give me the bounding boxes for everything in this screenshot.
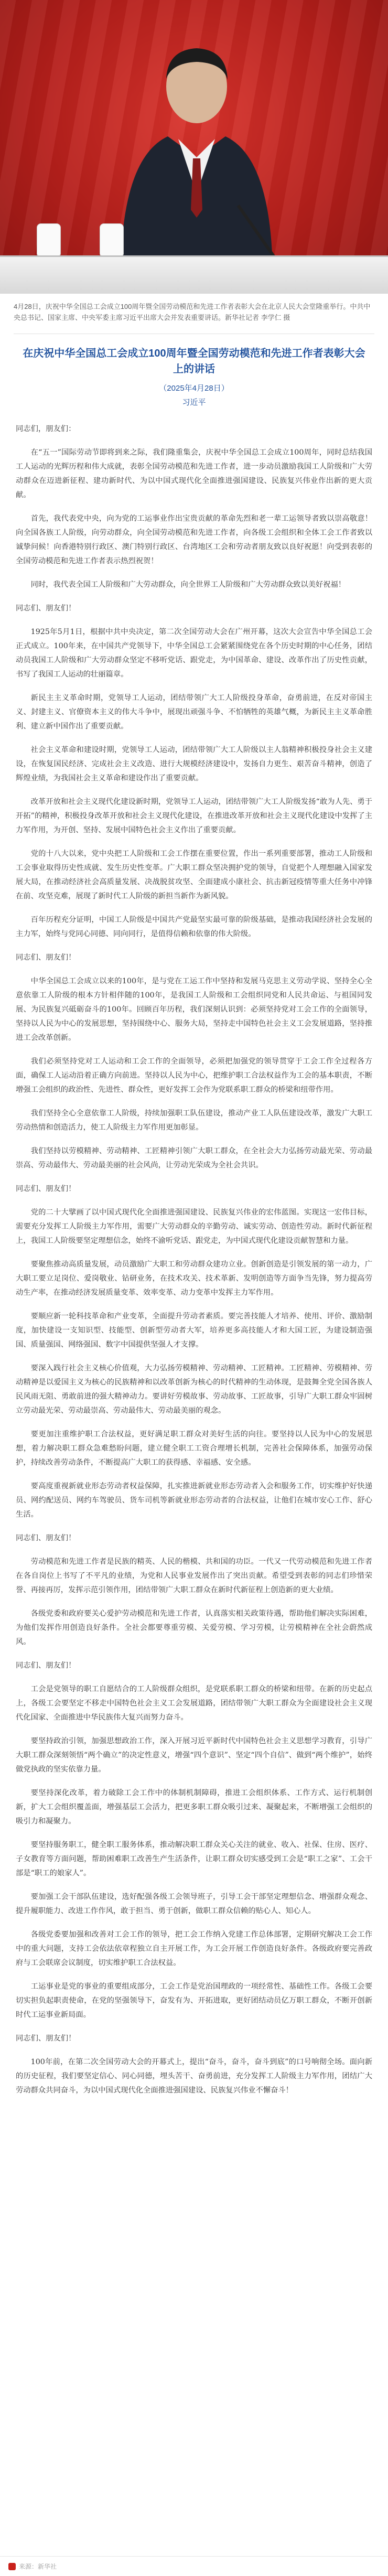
article-paragraph: 我们必须坚持党对工人运动和工会工作的全面领导，必须把加强党的领导贯穿于工会工作全过程各方面，确保工人运动沿着正确方向前进。坚持以人民为中心，把维护职工合法权益作为工会的基本职责，不断增强工会组织的政治性、先进性、群众性，更好发挥工会作为党联系职工群众的桥梁和纽带作用。 (16, 1057, 372, 1094)
article-paragraph: 要高度重视新就业形态劳动者权益保障，扎实推进新就业形态劳动者入会和服务工作，切实维护好快递员、网约配送员、网约车驾驶员、货车司机等新就业形态劳动者的合法权益，让他们在城市安心工作、舒心生活。 (16, 1482, 372, 1519)
article-paragraph: 工运事业是党的事业的重要组成部分，工会工作是党治国理政的一项经常性、基础性工作。各级工会要切实担负起职责使命，在党的坚强领导下，奋发有为、开拓进取，更好团结动员亿万职工群众，不断开创新时代工运事业新局面。 (16, 1982, 372, 2019)
salutation: 同志们、朋友们！ (16, 604, 76, 613)
article-paragraph: 百年历程充分证明，中国工人阶级是中国共产党最坚实最可靠的阶级基础，是推动我国经济社会发展的主力军，始终与党同心同德、同向同行，是值得信赖和依靠的伟大阶级。 (16, 916, 372, 938)
salutation: 同志们、朋友们！ (16, 953, 76, 962)
article-paragraph: 各级党委和政府要关心爱护劳动模范和先进工作者，认真落实相关政策待遇，帮助他们解决实际困难，为他们发挥作用创造良好条件。全社会都要尊重劳模、关爱劳模、学习劳模，让劳模精神在全社会蔚然成风。 (16, 1609, 372, 1646)
article-paragraph: 要坚持政治引领，加强思想政治工作，深入开展习近平新时代中国特色社会主义思想学习教育，引导广大职工群众深刻领悟“两个确立”的决定性意义，增强“四个意识”、坚定“四个自信”、做到“两个维护”，始终做党执政的坚实依靠力量。 (16, 1737, 372, 1774)
salutation: 同志们，朋友们： (16, 425, 76, 433)
salutation: 同志们、朋友们！ (16, 1185, 76, 1193)
source-logo-icon (8, 2563, 16, 2570)
article-paragraph: 要聚焦推动高质量发展，动员激励广大职工和劳动群众建功立业。创新创造是引领发展的第一动力，广大职工要立足岗位、爱岗敬业、钻研业务，在技术攻关、技术革新、发明创造等方面争当先锋，努力提高劳动生产率，在推动经济发展质量变革、效率变革、动力变革中发挥主力军作用。 (16, 1260, 372, 1297)
article-paragraph: 要坚持深化改革，着力破除工会工作中的体制机制障碍，推进工会组织体系、工作方式、运行机制创新，扩大工会组织覆盖面，增强基层工会活力，把更多职工群众吸引过来、凝聚起来，不断增强工会组织的吸引力和凝聚力。 (16, 1789, 372, 1826)
article-paragraph: 各级党委要加强和改善对工会工作的领导，把工会工作纳入党建工作总体部署，定期研究解决工会工作中的重大问题，支持工会依法依章程独立自主开展工作，为工会开展工作创造良好条件。各级政府要完善政府与工会联席会议制度，切实维护职工合法权益。 (16, 1930, 372, 1967)
salutation: 同志们、朋友们！ (16, 1534, 76, 1542)
article-paragraph: 要顺应新一轮科技革命和产业变革，全面提升劳动者素质。要完善技能人才培养、使用、评价、激励制度，加快建设一支知识型、技能型、创新型劳动者大军，培养更多高技能人才和大国工匠，为建设制造强国、质量强国、网络强国、数字中国提供坚强人才支撑。 (16, 1312, 372, 1349)
article-paragraph: 新民主主义革命时期，党领导工人运动，团结带领广大工人阶级投身革命，奋勇前进，在反对帝国主义、封建主义、官僚资本主义的伟大斗争中，展现出顽强斗争、不怕牺牲的英雄气概，为新民主主义革命胜利、建立新中国作出了重要贡献。 (16, 694, 372, 731)
article-author: 习近平 (182, 398, 206, 407)
article-paragraph: 我们坚持以劳模精神、劳动精神、工匠精神引领广大职工群众，在全社会大力弘扬劳动最光荣、劳动最崇高、劳动最伟大、劳动最美丽的社会风尚，让劳动光荣成为全社会共识。 (16, 1147, 372, 1169)
article-body (0, 422, 388, 2098)
article-paragraph: 我们坚持全心全意依靠工人阶级，持续加强职工队伍建设，推动产业工人队伍建设改革，激发广大职工劳动热情和创造活力，使工人阶级主力军作用更加彰显。 (16, 1109, 372, 1132)
article-paragraph: 要深入践行社会主义核心价值观，大力弘扬劳模精神、劳动精神、工匠精神。工匠精神、劳模精神、劳动精神是以爱国主义为核心的民族精神和以改革创新为核心的时代精神的生动体现，是鼓舞全党全国各族人民风雨无阻、勇敢前进的强大精神动力。要讲好劳模故事、劳动故事、工匠故事，引导广大职工群众牢固树立劳动最光荣、劳动最崇高、劳动最伟大、劳动最美丽的观念。 (16, 1364, 372, 1415)
article-paragraph: 要加强工会干部队伍建设，选好配强各级工会领导班子，引导工会干部坚定理想信念、增强群众观念、提升履职能力、改进工作作风，敢于担当、勇于创新，做职工群众信赖的贴心人、知心人。 (16, 1893, 372, 1915)
article-paragraph: 同时，我代表全国工人阶级和广大劳动群众，向全世界工人阶级和广大劳动群众致以美好祝福！ (30, 581, 346, 589)
article-paragraph: 在“五一”国际劳动节即将到来之际，我们隆重集会，庆祝中华全国总工会成立100周年，同时总结我国工人运动的光辉历程和伟大成就，表彰全国劳动模范和先进工作者，进一步动员激励我国工人阶级和广大劳动群众在迈进新征程、建功新时代、为以中国式现代化全面推进强国建设、民族复兴伟业作出新的更大贡献。 (16, 448, 372, 499)
article-paragraph: 劳动模范和先进工作者是民族的精英、人民的楷模、共和国的功臣。一代又一代劳动模范和先进工作者在各自岗位上书写了不平凡的业绩，为党和人民事业发展作出了突出贡献。希望受到表彰的同志们珍惜荣誉、再接再厉，发挥示范引领作用，团结带领广大职工群众在新时代新征程上创造新的更大业绩。 (16, 1558, 372, 1594)
salutation: 同志们、朋友们！ (16, 2034, 76, 2043)
article-date: （2025年4月28日） (159, 384, 229, 393)
salutation: 同志们、朋友们！ (16, 1661, 76, 1670)
article-paragraph: 中华全国总工会成立以来的100年，是与党在工运工作中坚持和发展马克思主义劳动学说、坚持全心全意依靠工人阶级的根本方针相伴随的100年，是我国工人阶级和工会组织同党和人民共命运、与祖国同发展、为民族复兴砥砺奋斗的100年。回顾百年历程，我们深刻认识到：必须坚持党对工会工作的全面领导，坚持以人民为中心的发展思想，坚持围绕中心、服务大局，坚持走中国特色社会主义工会发展道路，坚持推进工会改革创新。 (16, 977, 372, 1042)
article-paragraph: 社会主义革命和建设时期，党领导工人运动，团结带领广大工人阶级以主人翁精神积极投身社会主义建设，在恢复国民经济、完成社会主义改造、进行大规模经济建设中，发扬自力更生、艰苦奋斗精神，创造了辉煌业绩，为我国社会主义革命和建设作出了重要贡献。 (16, 746, 372, 782)
article-paragraph: 党的十八大以来，党中央把工人阶级和工会工作摆在重要位置，作出一系列重要部署，推动工人阶级和工会事业取得历史性成就、发生历史性变革。广大职工群众坚决拥护党的领导，自觉把个人理想融入国家发展大局，在推动经济社会高质量发展、决战脱贫攻坚、全面建成小康社会、抗击新冠疫情等重大任务中冲锋在前、攻坚克难，展现了新时代工人阶级的新担当新作为新风貌。 (16, 850, 372, 900)
photo-caption: 4月28日，庆祝中华全国总工会成立100周年暨全国劳动模范和先进工作者表彰大会在北京人民大会堂隆重举行。中共中央总书记、国家主席、中央军委主席习近平出席大会并发表重要讲话。新华社记者 李学仁 摄 (14, 303, 371, 321)
cup-left (37, 223, 61, 256)
article-paragraph: 100年前，在第二次全国劳动大会的开幕式上，提出“奋斗，奋斗，奋斗到底”的口号响彻全场。面向新的历史征程，我们要坚定信心、同心同德，埋头苦干、奋勇前进，充分发挥工人阶级主力军作用，团结广大劳动群众共同奋斗，为以中国式现代化全面推进强国建设、民族复兴伟业不懈奋斗！ (16, 2058, 372, 2095)
article-paragraph: 首先，我代表党中央，向为党的工运事业作出宝贵贡献的革命先烈和老一辈工运领导者致以崇高敬意！向全国各族工人阶级，向劳动群众，向全国劳动模范和先进工作者，向各级工会组织和全体工会工作者致以诚挚问候！向香港特别行政区、澳门特别行政区、台湾地区工会和劳动者朋友致以良好祝愿！向受到表彰的全国劳动模范和先进工作者表示热烈祝贺！ (16, 514, 372, 565)
article-title: 在庆祝中华全国总工会成立100周年暨全国劳动模范和先进工作者表彰大会上的讲话 (23, 348, 365, 375)
page-footer (0, 2556, 388, 2576)
article-paragraph: 改革开放和社会主义现代化建设新时期，党领导工人运动，团结带领广大工人阶级发扬“敢为人先、勇于开拓”的精神，积极投身改革开放和社会主义现代化建设，在推进改革开放和社会主义现代化建设中发挥了主力军作用，为开创、坚持、发展中国特色社会主义作出了重要贡献。 (16, 798, 372, 834)
article-paragraph: 1925年5月1日，根据中共中央决定，第二次全国劳动大会在广州开幕，这次大会宣告中华全国总工会正式成立。100年来，在中国共产党领导下，中华全国总工会紧紧围绕党在各个历史时期的中心任务，团结动员我国工人阶级和广大劳动群众坚定不移听党话、跟党走，为中国革命、建设、改革作出了历史性贡献，书写了我国工人运动的壮丽篇章。 (16, 628, 372, 679)
cup-center (100, 223, 124, 256)
article-paragraph: 党的二十大擘画了以中国式现代化全面推进强国建设、民族复兴伟业的宏伟蓝图。实现这一宏伟目标，需要充分发挥工人阶级主力军作用，需要广大劳动群众的辛勤劳动、诚实劳动、创造性劳动。新时代新征程上，我国工人阶级要坚定理想信念，始终不渝听党话、跟党走，为中国式现代化建设贡献智慧和力量。 (16, 1208, 372, 1245)
news-photo (0, 0, 388, 294)
article-paragraph: 要更加注重维护职工合法权益，更好满足职工群众对美好生活的向往。要坚持以人民为中心的发展思想，着力解决职工群众急难愁盼问题，建立健全职工工资合理增长机制，完善社会保障体系，加强劳动保护，持续改善劳动条件，不断提高广大职工的获得感、幸福感、安全感。 (16, 1430, 372, 1467)
source-text: 来源：新华社 (19, 2563, 57, 2570)
article-paragraph: 要坚持服务职工，健全职工服务体系，推动解决职工群众关心关注的就业、收入、社保、住房、医疗、子女教育等方面问题，帮助困难职工改善生产生活条件，让职工群众切实感受到工会是“职工之家”、工会干部是“职工的娘家人”。 (16, 1841, 372, 1877)
article-paragraph: 工会是党领导的职工自愿结合的工人阶级群众组织，是党联系职工群众的桥梁和纽带。在新的历史起点上，各级工会要坚定不移走中国特色社会主义工会发展道路，团结带领广大职工群众为全面建设社会主义现代化国家、全面推进中华民族伟大复兴而努力奋斗。 (16, 1685, 372, 1722)
desk (0, 255, 388, 294)
